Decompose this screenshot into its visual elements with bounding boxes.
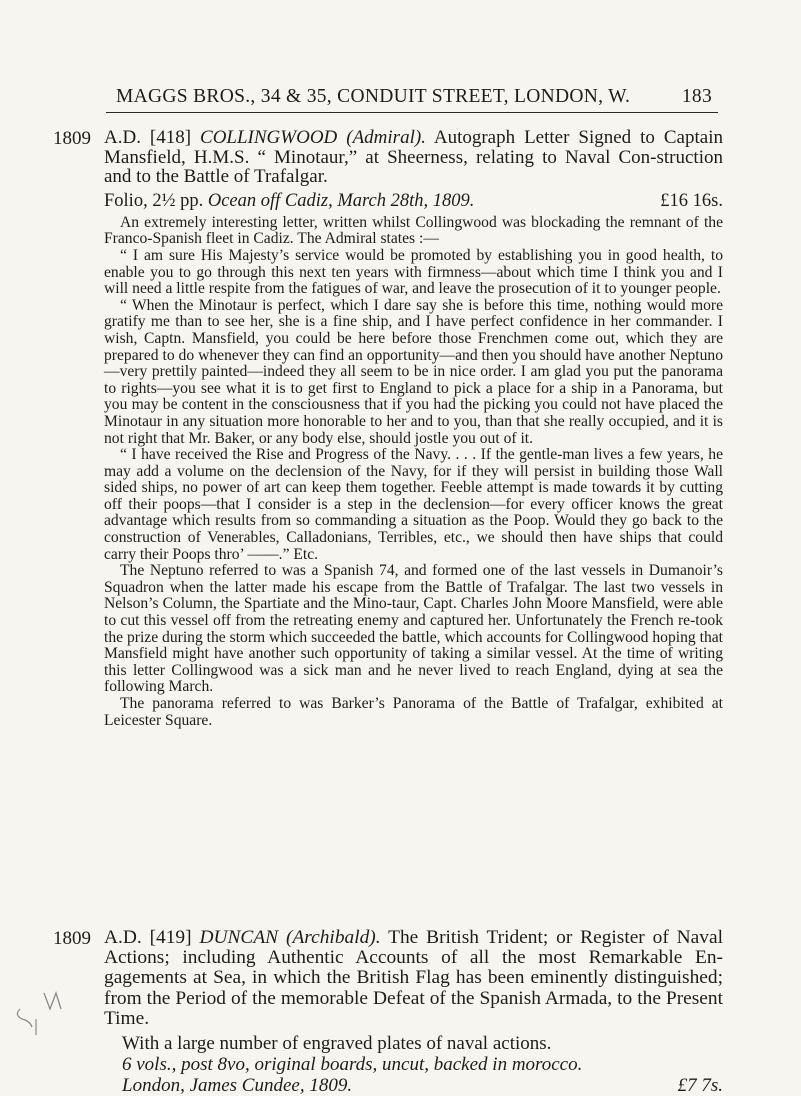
entry-format: Folio, 2½ pp. <box>104 190 204 211</box>
catalogue-entry-collingwood <box>53 128 723 729</box>
entry-lot: A.D. [418] <box>104 127 192 148</box>
entry-price: £7 7s. <box>677 1075 723 1096</box>
entry-author: DUNCAN (Archibald). <box>199 927 381 948</box>
entry-description <box>104 215 723 729</box>
page-number: 183 <box>681 86 712 107</box>
description-paragraph: The panorama referred to was Barker’s Panorama of the Battle of Trafalgar, exhibited at Leicester Square. <box>104 695 723 729</box>
catalogue-entry-duncan <box>53 928 723 1096</box>
entry-details <box>104 191 723 211</box>
description-paragraph: “ I am sure His Majesty’s service would be promoted by establishing you in good health, to enable you to go through this next ten years with firmness—about which time I think you and I will need a little respite from the fatigues of war, and leave the prosecution of it to younger people. <box>104 246 723 298</box>
entry-author: COLLINGWOOD (Admiral). <box>200 127 426 148</box>
entry-title <box>104 928 723 1029</box>
entry-imprint-row <box>104 1075 723 1096</box>
entry-year: 1809 <box>53 128 91 149</box>
entry-plates: With a large number of engraved plates of naval actions. <box>122 1033 552 1055</box>
entry-imprint: London, James Cundee, 1809. <box>122 1075 353 1096</box>
description-paragraph: “ When the Minotaur is perfect, which I dare say she is before this time, nothing would more gratify me than to see her, she is a fine ship, and I have perfect confidence in her commander. I wish, Captn. Mansfield, you could be here before those Frenchmen come out, which they are prepared to do whenever they can find an opportunity—and then you should have another Neptuno—very prettily painted—indeed they all seem to be in nice order. I am glad you put the panorama to rights—you see what it is to get first to England to pick a place for a ship in a Panorama, but you may be content in the consciousness that if you had the picking you could not have placed the Minotaur in any situation more honorable to her and to you, than that she really occupied, and it is not right that Mr. Baker, or any body else, should jostle you out of it. <box>104 296 723 447</box>
entry-format: 6 vols., post 8vo, original boards, uncut, backed in morocco. <box>122 1054 583 1076</box>
entry-year: 1809 <box>53 928 91 949</box>
entry-title-rest: The British Trident; or Register of Naval Actions; including Authentic Accounts of all the most Remarkable En-gagements at Sea, in which the British Flag has been eminently distinguished; from the Period of the memorable Defeat of the Spanish Armada, to the Present Time. <box>104 927 723 1029</box>
header-rule <box>106 112 718 113</box>
entry-title <box>104 128 723 187</box>
description-paragraph: “ I have received the Rise and Progress of the Navy. . . . If the gentle-man lives a few years, he may add a volume on the declension of the Navy, for if they will persist in building those Wall sided ships, no power of art can keep them together. Feeble attempt is made towards it by cutting off their poops—that I consider is a step in the declension—for every officer knows the great advantage which results from so commanding a situation as the Poop. Would they go back to the construction of Venerables, Calladonians, Terribles, etc., we should then have ships that could carry their Poops thro’ ——.” Etc. <box>104 446 723 563</box>
running-head-text: MAGGS BROS., 34 & 35, CONDUIT STREET, LONDON, W. <box>116 86 631 107</box>
running-header <box>116 86 712 108</box>
entry-price: £16 16s. <box>660 190 723 211</box>
description-paragraph: An extremely interesting letter, written whilst Collingwood was blockading the remnant of the Franco-Spanish fleet in Cadiz. The Admiral states :— <box>104 213 723 248</box>
entry-title-rest: Autograph Letter Signed to Captain Mansfield, H.M.S. “ Minotaur,” at Sheerness, relating to Naval Con-struction and to the Battle of Trafalgar. <box>104 127 723 188</box>
pencil-mark-icon <box>6 975 66 1035</box>
entry-lot: A.D. [419] <box>104 927 192 948</box>
description-paragraph: The Neptuno referred to was a Spanish 74, and formed one of the last vessels in Dumanoir’s Squadron when the latter made his escape from the Battle of Trafalgar. The last two vessels in Nelson’s Column, the Spartiate and the Mino-taur, Capt. Charles John Moore Mansfield, were able to cut this vessel off from the retreating enemy and captured her. Unfortunately the French re-took the prize during the storm which succeeded the battle, which accounts for Collingwood hoping that Mansfield might have another such opportunity of taking a similar vessel. At the time of writing this letter Collingwood was a sick man and he never lived to reach England, dying at sea the following March. <box>104 562 723 696</box>
entry-place-date: Ocean off Cadiz, March 28th, 1809. <box>207 190 475 211</box>
